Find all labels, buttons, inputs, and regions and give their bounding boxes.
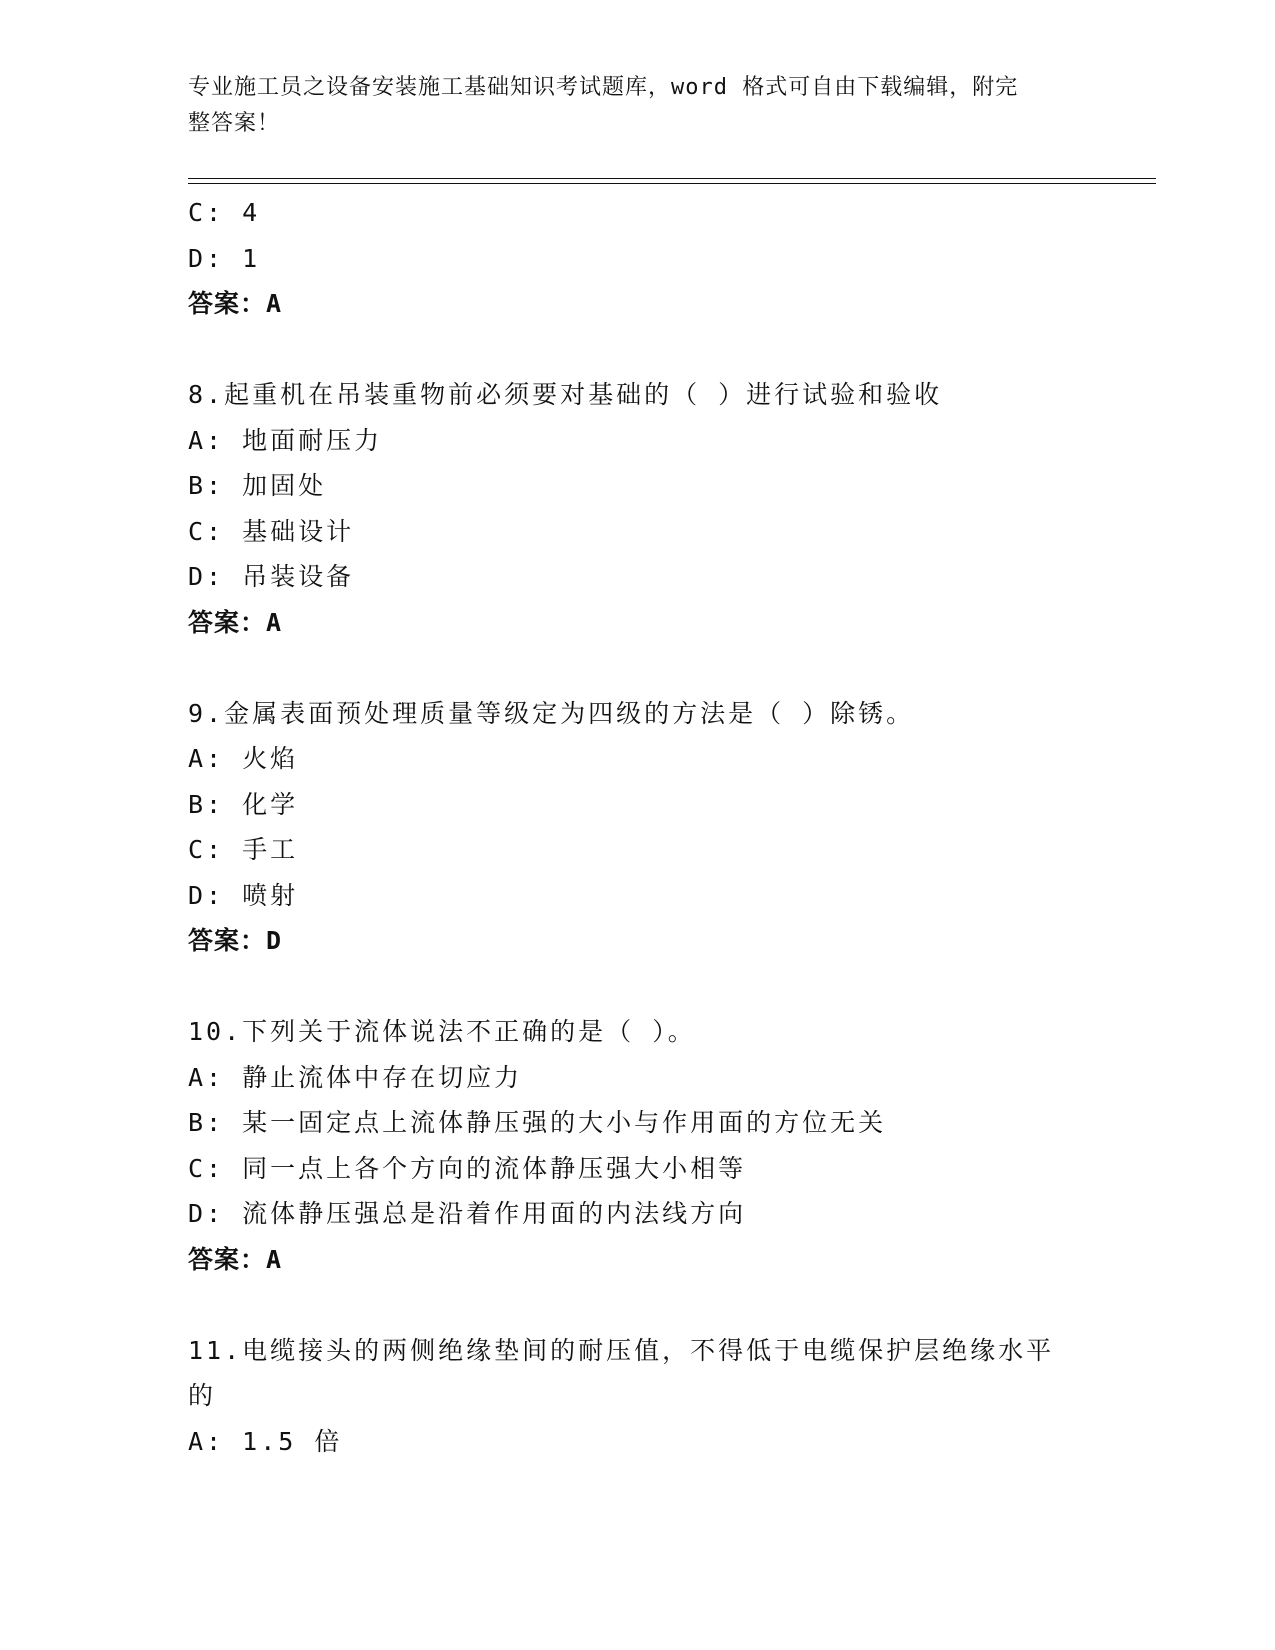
option-b: B: 某一固定点上流体静压强的大小与作用面的方位无关 [188,1108,887,1137]
header-line-1: 专业施工员之设备安装施工基础知识考试题库，word 格式可自由下载编辑，附完 [188,75,1019,100]
spacer [188,327,1088,373]
header-divider-bottom [188,183,1156,184]
option-c: C: 手工 [188,835,299,864]
option-d: D: 1 [188,243,261,273]
question-stem: 9.金属表面预处理质量等级定为四级的方法是（ ）除锈。 [188,698,915,728]
document-header [188,70,1068,142]
option-c: C: 4 [188,198,261,227]
option-b: B: 加固处 [188,471,327,500]
option-a: A: 地面耐压力 [188,425,383,455]
option-b: B: 化学 [188,789,299,819]
header-line-2: 整答案！ [188,111,281,136]
option-d: D: 流体静压强总是沿着作用面的内法线方向 [188,1199,747,1228]
answer-line: 答案：D [188,926,283,955]
answer-line: 答案：A [188,289,283,318]
option-a: A: 静止流体中存在切应力 [188,1062,523,1092]
spacer [188,1282,1088,1328]
option-d: D: 喷射 [188,880,299,910]
spacer [188,964,1088,1010]
question-8 [188,372,1088,645]
option-d: D: 吊装设备 [188,562,355,591]
question-stem-line-2: 的 [188,1381,217,1410]
question-11 [188,1328,1088,1465]
option-a: A: 1.5 倍 [188,1426,343,1456]
spacer [188,645,1088,691]
option-a: A: 火焰 [188,744,299,773]
question-stem: 8.起重机在吊装重物前必须要对基础的（ ）进行试验和验收 [188,380,943,409]
question-7-tail [188,190,1088,327]
option-c: C: 基础设计 [188,516,355,546]
question-stem: 10.下列关于流体说法不正确的是（ ）。 [188,1017,696,1046]
question-9 [188,691,1088,964]
answer-line: 答案：A [188,607,283,637]
header-divider-top [188,178,1156,179]
question-stem-line-1: 11.电缆接头的两侧绝缘垫间的耐压值，不得低于电缆保护层绝缘水平 [188,1335,1055,1365]
question-10 [188,1009,1088,1282]
option-c: C: 同一点上各个方向的流体静压强大小相等 [188,1153,747,1183]
question-list [188,190,1088,1464]
answer-line: 答案：A [188,1244,283,1274]
